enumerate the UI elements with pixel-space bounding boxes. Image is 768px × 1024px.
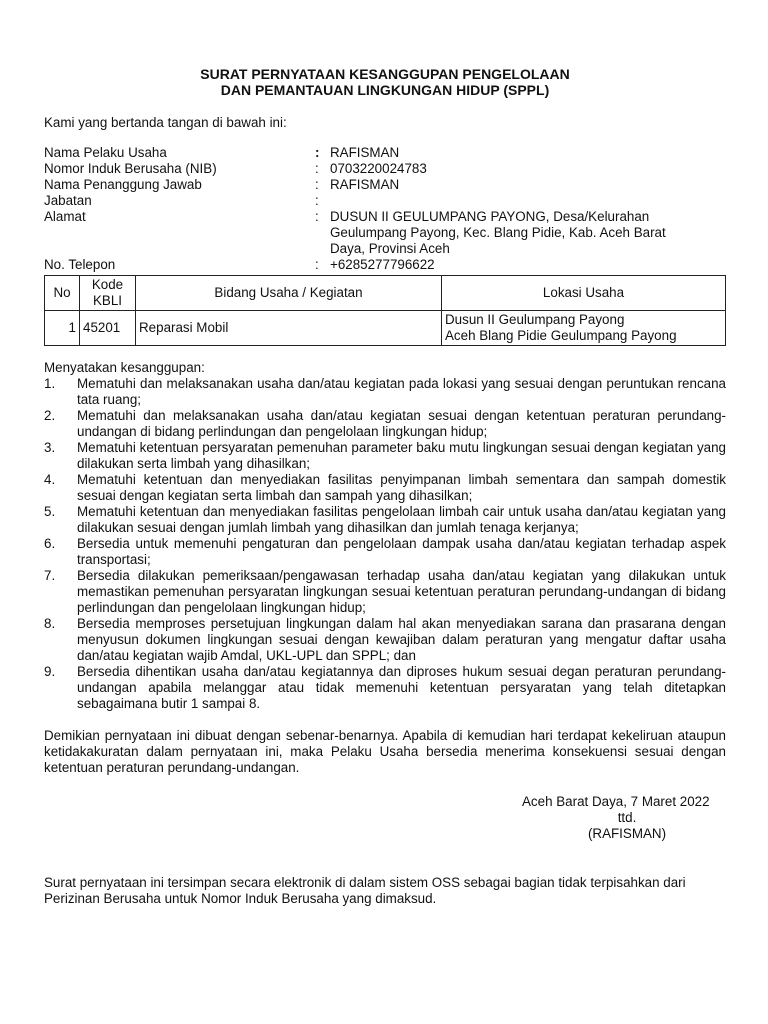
item-number: 8. [44, 616, 56, 631]
cell-no: 1 [45, 311, 80, 346]
phone-colon: : [315, 257, 319, 272]
identity-colon: : [315, 161, 319, 176]
address-label: Alamat [44, 209, 86, 224]
identity-label: Nama Pelaku Usaha [44, 145, 167, 160]
list-item [44, 664, 726, 712]
header-lokasi-usaha: Lokasi Usaha [442, 276, 726, 311]
cell-lokasi [442, 311, 726, 346]
identity-row-jabatan [44, 193, 726, 209]
cell-kbli: 45201 [80, 311, 136, 346]
identity-value [330, 193, 726, 209]
item-text: Mematuhi ketentuan dan menyediakan fasilitas pengelolaan limbah cair untuk usaha dan/atau kegiatan yang dilakukan sesuai dengan jumlah limbah yang dihasilkan dan jumlah tenaga kerjanya; [77, 504, 726, 535]
list-item [44, 616, 726, 664]
business-table [44, 275, 726, 346]
item-number: 6. [44, 536, 56, 551]
header-kode-kbli [80, 276, 136, 311]
document-title [44, 66, 726, 98]
footer-note: Surat pernyataan ini tersimpan secara elektronik di dalam sistem OSS sebagai bagian tidak terpisahkan dari Perizinan Berusaha untuk Nomor Induk Berusaha yang dimaksud. [44, 875, 686, 906]
list-item [44, 472, 726, 504]
signature-block [522, 794, 732, 842]
item-number: 5. [44, 504, 56, 519]
place-date: Aceh Barat Daya, 7 Maret 2022 [522, 794, 710, 809]
phone-value: +6285277796622 [330, 257, 435, 272]
item-number: 1. [44, 376, 56, 391]
identity-value: RAFISMAN [330, 145, 400, 160]
item-text: Bersedia dilakukan pemeriksaan/pengawasan terhadap usaha dan/atau kegiatan yang dilakukan untuk memastikan pemenuhan persyaratan lingkungan sesuai ketentuan peraturan perundang-undangan di bidang perlindungan dan pengelolaan lingkungan hidup; [77, 568, 726, 615]
address-colon: : [315, 209, 319, 224]
lokasi-line: Dusun II Geulumpang Payong [445, 312, 625, 327]
signer-name: (RAFISMAN) [587, 826, 667, 841]
item-number: 7. [44, 568, 56, 583]
identity-colon: : [315, 177, 319, 192]
item-text: Mematuhi ketentuan persyaratan pemenuhan parameter baku mutu lingkungan sesuai dengan kegiatan yang dilakukan serta limbah yang dihasilkan; [77, 440, 726, 471]
title-line-2: DAN PEMANTAUAN LINGKUNGAN HIDUP (SPPL) [220, 82, 550, 98]
header-no: No [45, 276, 80, 311]
header-kbli-line: Kode [91, 277, 124, 292]
identity-value: 0703220024783 [330, 161, 427, 176]
identity-label: Jabatan [44, 193, 92, 208]
address-value [330, 209, 726, 257]
identity-row-nama-pelaku [44, 145, 726, 161]
title-line-1: SURAT PERNYATAAN KESANGGUPAN PENGELOLAAN [200, 66, 570, 82]
address-line: Geulumpang Payong, Kec. Blang Pidie, Kab. Aceh Barat [330, 225, 666, 240]
phone-label: No. Telepon [44, 257, 116, 272]
item-text: Mematuhi dan melaksanakan usaha dan/atau kegiatan pada lokasi yang sesuai dengan peruntukan rencana tata ruang; [77, 376, 726, 407]
list-item [44, 504, 726, 536]
table-row [45, 311, 726, 346]
identity-row-telepon [44, 257, 726, 273]
signature-ttd: ttd. [617, 810, 637, 825]
item-text: Bersedia dihentikan usaha dan/atau kegiatannya dan diproses hukum sesuai degan peraturan perundang-undangan apabila melanggar atau tidak memenuhi ketentuan persyaratan yang telah ditetapkan sebagaimana butir 1 sampai 8. [77, 664, 726, 711]
lokasi-line: Aceh Blang Pidie Geulumpang Payong [445, 328, 677, 343]
closing-paragraph: Demikian pernyataan ini dibuat dengan sebenar-benarnya. Apabila di kemudian hari terdapat kekeliruan ataupun ketidakakuratan dalam pernyataan ini, maka Pelaku Usaha bersedia menerima konsekuensi sesuai dengan ketentuan peraturan perundang-undangan. [44, 728, 726, 775]
statement-list [44, 376, 726, 712]
header-bidang-usaha: Bidang Usaha / Kegiatan [136, 276, 442, 311]
item-text: Bersedia untuk memenuhi pengaturan dan pengelolaan dampak usaha dan/atau kegiatan terhadap aspek transportasi; [77, 536, 726, 567]
item-number: 3. [44, 440, 56, 455]
header-kbli-line: KBLI [92, 293, 123, 308]
list-item [44, 536, 726, 568]
item-text: Mematuhi dan melaksanakan usaha dan/atau kegiatan sesuai dengan ketentuan peraturan perundang-undangan di bidang perlindungan dan pengelolaan lingkungan hidup; [77, 408, 726, 439]
item-number: 2. [44, 408, 56, 423]
item-text: Bersedia memproses persetujuan lingkungan dalam hal akan menyediakan sarana dan prasarana dengan menyusun dokumen lingkungan sesuai dengan kewajiban dalam peraturan yang mengatur daftar usaha dan/atau kegiatan wajib Amdal, UKL-UPL dan SPPL; dan [77, 616, 726, 663]
cell-bidang: Reparasi Mobil [136, 311, 442, 346]
list-item [44, 376, 726, 408]
identity-value: RAFISMAN [330, 177, 400, 192]
address-line: DUSUN II GEULUMPANG PAYONG, Desa/Kelurahan [330, 209, 650, 224]
identity-block [44, 145, 726, 273]
identity-label: Nama Penanggung Jawab [44, 177, 202, 192]
address-line: Daya, Provinsi Aceh [330, 241, 450, 256]
identity-row-penanggung-jawab [44, 177, 726, 193]
list-item [44, 408, 726, 440]
identity-colon: : [315, 145, 320, 160]
item-text: Mematuhi ketentuan dan menyediakan fasilitas penyimpanan limbah sementara dan sampah domestik sesuai dengan kegiatan serta limbah dan sampah yang dihasilkan; [77, 472, 726, 503]
identity-row-alamat [44, 209, 726, 257]
intro-text: Kami yang bertanda tangan di bawah ini: [44, 115, 287, 130]
list-item [44, 568, 726, 616]
identity-label: Nomor Induk Berusaha (NIB) [44, 161, 217, 176]
identity-row-nib [44, 161, 726, 177]
item-number: 9. [44, 664, 56, 679]
table-header-row [45, 276, 726, 311]
item-number: 4. [44, 472, 56, 487]
statement-heading: Menyatakan kesanggupan: [44, 360, 205, 375]
sppl-document [44, 66, 726, 907]
list-item [44, 440, 726, 472]
identity-colon: : [315, 193, 319, 208]
